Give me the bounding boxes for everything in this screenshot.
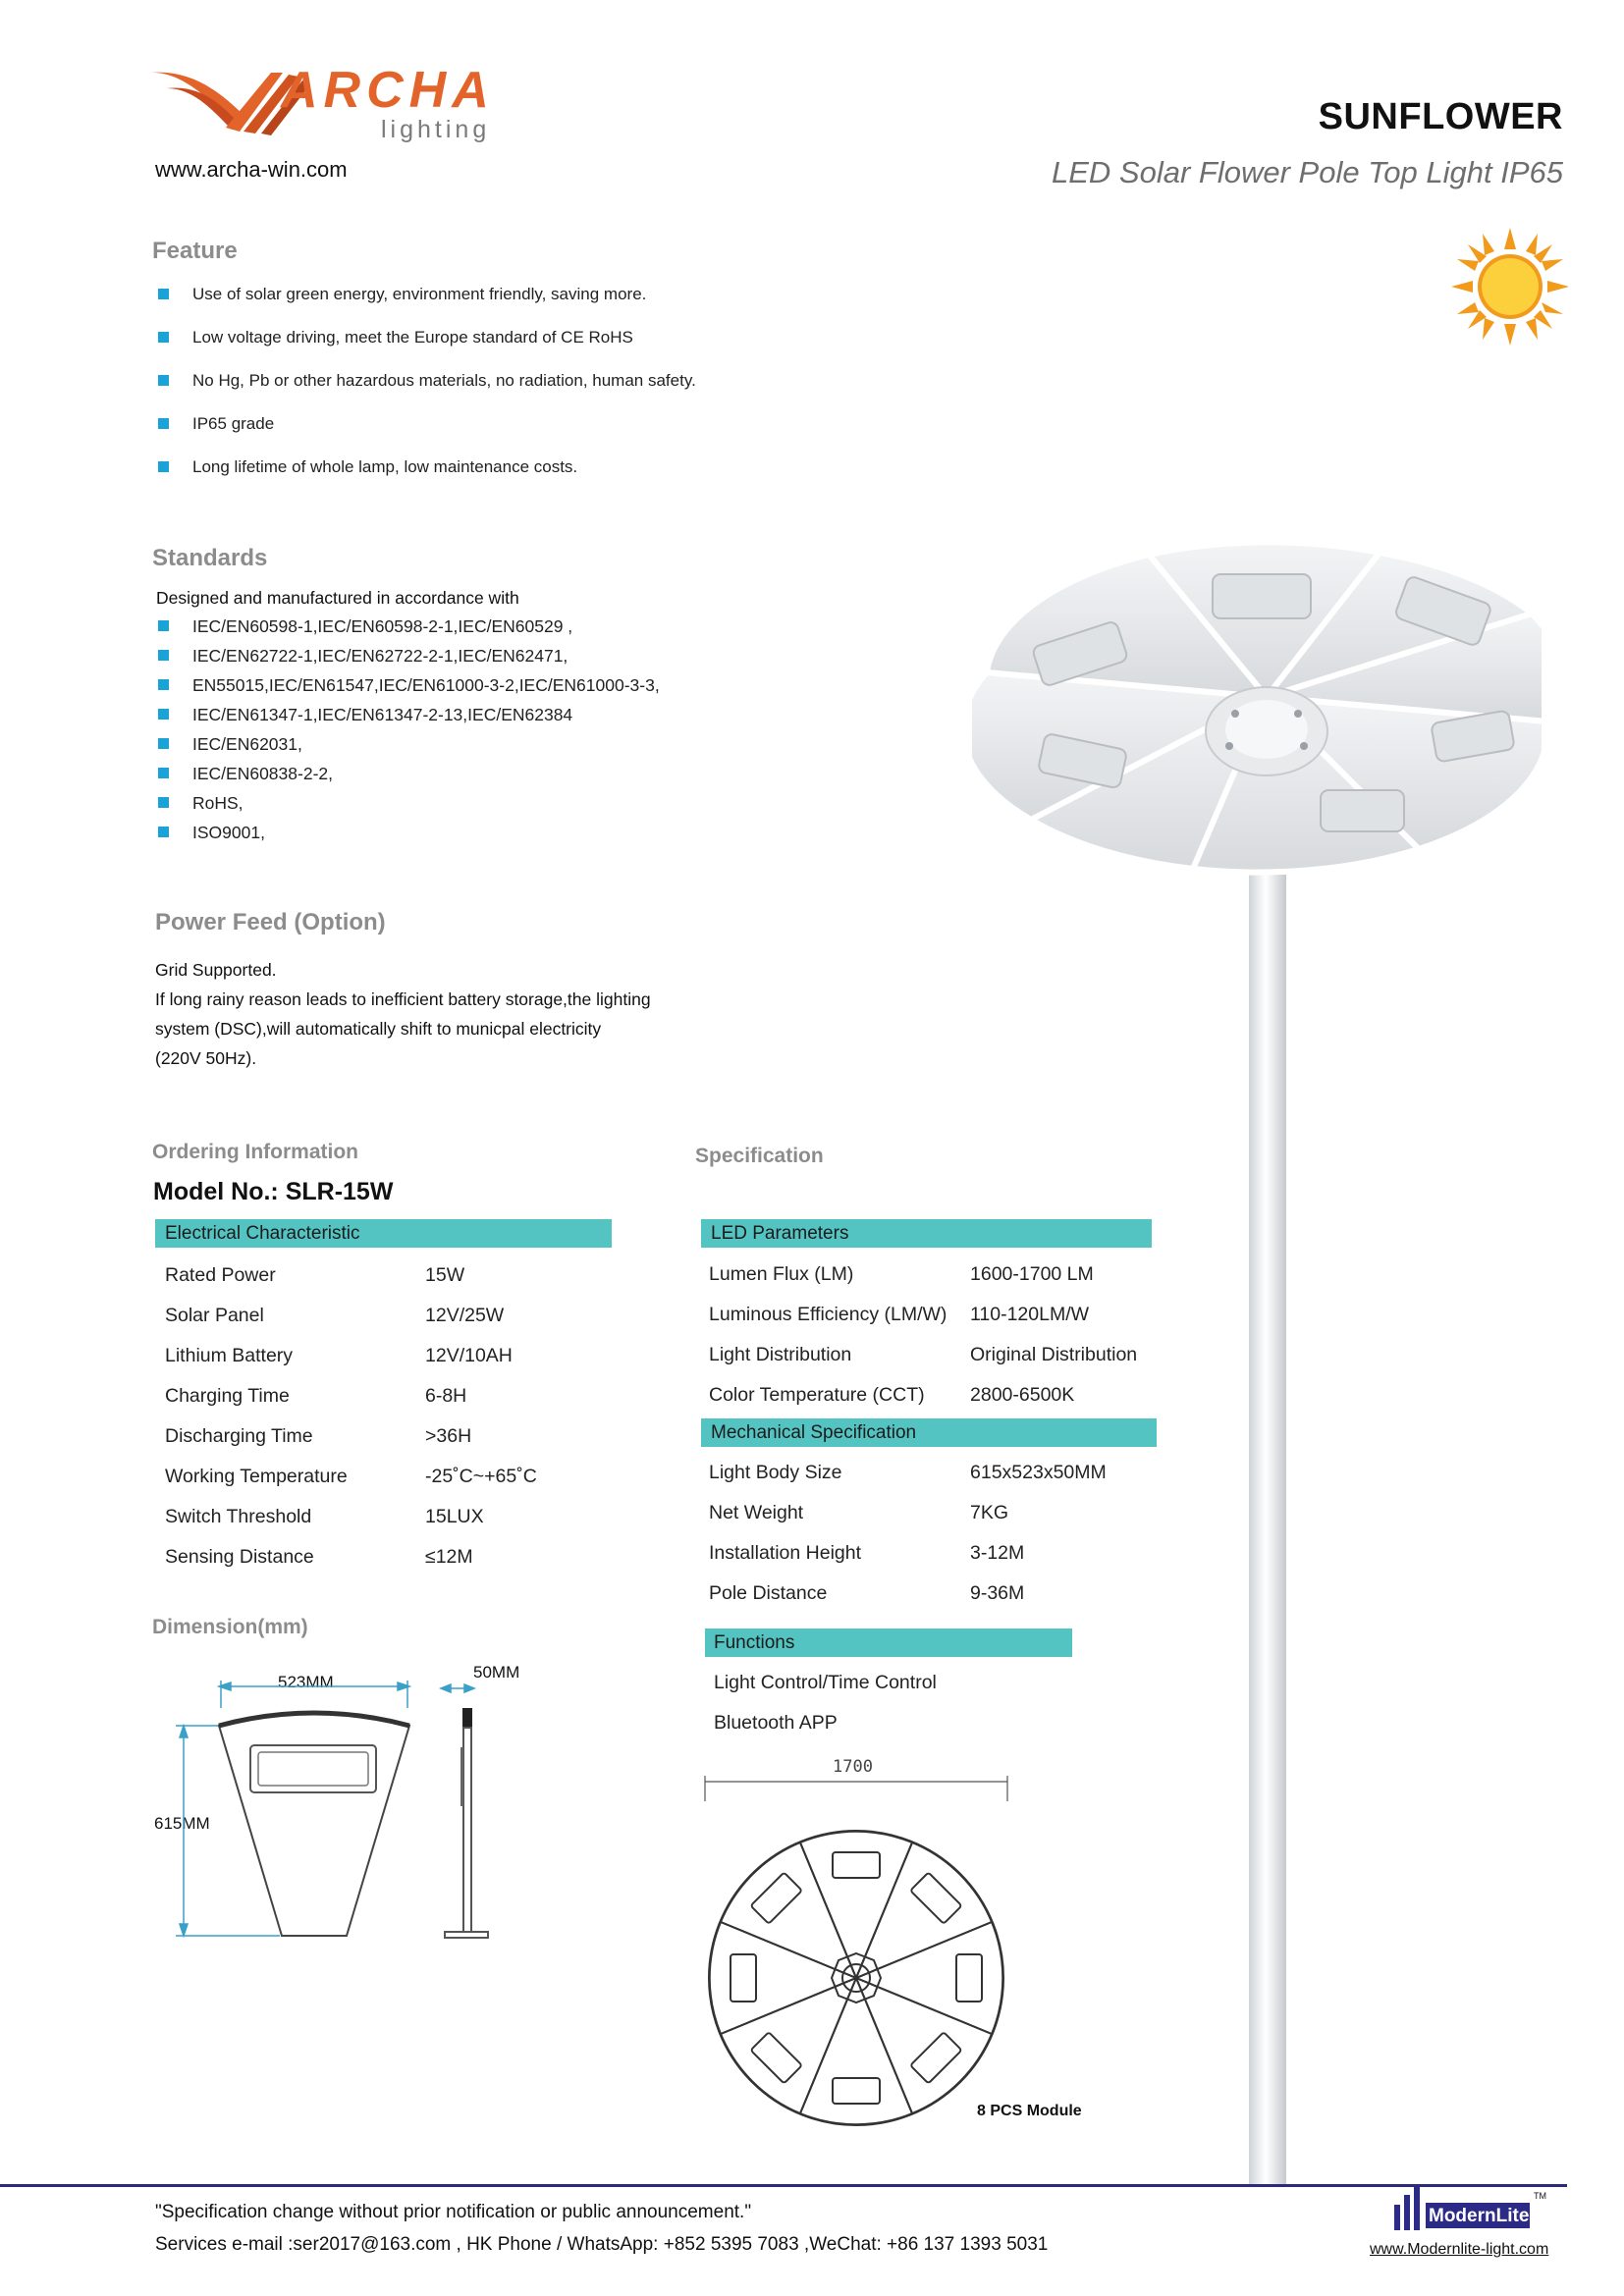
table-row: Light Distribution Original Distribution (709, 1344, 1138, 1365)
table-row: Charging Time 6-8H (165, 1385, 467, 1407)
feature-heading: Feature (152, 238, 238, 264)
table-row: Color Temperature (CCT) 2800-6500K (709, 1384, 1075, 1406)
side-dimension-drawing (437, 1679, 496, 1944)
diameter-label: 1700 (833, 1757, 873, 1777)
list-item: IEC/EN60598-1,IEC/EN60598-2-1,IEC/EN60529 , (157, 616, 864, 646)
sun-icon (1451, 228, 1569, 346)
footer-contact: Services e-mail :ser2017@163.com , HK Phone / WhatsApp: +852 5395 7083 ,WeChat: +86 137 1393 5031 (155, 2234, 1049, 2255)
table-row: Working Temperature -25˚C~+65˚C (165, 1466, 537, 1487)
list-item: Long lifetime of whole lamp, low maintenance costs. (157, 457, 864, 501)
width-label: 523MM (278, 1673, 334, 1691)
list-item: RoHS, (157, 793, 864, 823)
height-label: 615MM (154, 1814, 210, 1833)
led-parameters-bar: LED Parameters (701, 1219, 1152, 1248)
mechanical-bar: Mechanical Specification (701, 1418, 1157, 1447)
list-item: IEC/EN62722-1,IEC/EN62722-2-1,IEC/EN62471, (157, 646, 864, 675)
mechanical-table (709, 1453, 1107, 1614)
list-item: Use of solar green energy, environment friendly, saving more. (157, 285, 864, 328)
power-feed-heading: Power Feed (Option) (155, 909, 386, 935)
list-item: No Hg, Pb or other hazardous materials, no radiation, human safety. (157, 371, 864, 414)
list-item: EN55015,IEC/EN61547,IEC/EN61000-3-2,IEC/EN61000-3-3, (157, 675, 864, 705)
standards-list (157, 616, 864, 852)
partner-url[interactable]: www.Modernlite-light.com (1370, 2241, 1549, 2258)
brand-tagline: lighting (381, 116, 491, 143)
trademark-mark: TM (1534, 2191, 1546, 2201)
modernlite-name: ModernLite (1429, 2206, 1530, 2226)
footer-notice: "Specification change without prior notification or public announcement." (155, 2202, 752, 2222)
bullet-icon (158, 738, 169, 749)
electrical-bar: Electrical Characteristic (155, 1219, 612, 1248)
list-item: IEC/EN62031, (157, 734, 864, 764)
list-item: IEC/EN60838-2-2, (157, 764, 864, 793)
website-link[interactable]: www.archa-win.com (155, 157, 348, 182)
standards-heading: Standards (152, 545, 268, 571)
specification-heading: Specification (695, 1145, 824, 1167)
led-parameters-table (709, 1255, 1137, 1415)
bullet-icon (158, 289, 169, 299)
table-row: Pole Distance 9-36M (709, 1582, 1025, 1604)
module-label: 8 PCS Module (977, 2103, 1082, 2119)
bullet-icon (158, 797, 169, 808)
bullet-icon (158, 650, 169, 661)
table-row: Net Weight 7KG (709, 1502, 1009, 1523)
table-row: Switch Threshold 15LUX (165, 1506, 484, 1527)
bullet-icon (158, 461, 169, 472)
table-row: Light Body Size 615x523x50MM (709, 1462, 1107, 1483)
list-item: ISO9001, (157, 823, 864, 852)
bullet-icon (158, 418, 169, 429)
dimension-heading: Dimension(mm) (152, 1616, 308, 1638)
list-item: IEC/EN61347-1,IEC/EN61347-2-13,IEC/EN62384 (157, 705, 864, 734)
ordering-heading: Ordering Information (152, 1141, 358, 1163)
list-item: Light Control/Time Control (714, 1672, 937, 1693)
bullet-icon (158, 375, 169, 386)
list-item: Low voltage driving, meet the Europe standard of CE RoHS (157, 328, 864, 371)
table-row: Luminous Efficiency (LM/W) 110-120LM/W (709, 1304, 1090, 1325)
electrical-table (165, 1255, 537, 1577)
bullet-icon (158, 679, 169, 690)
bullet-icon (158, 332, 169, 343)
list-item: IP65 grade (157, 414, 864, 457)
bullet-icon (158, 768, 169, 778)
functions-bar: Functions (705, 1629, 1072, 1657)
top-view-drawing (699, 1772, 1013, 2135)
model-number: Model No.: SLR-15W (153, 1178, 394, 1205)
depth-label: 50MM (473, 1663, 520, 1682)
table-row: Sensing Distance ≤12M (165, 1546, 473, 1568)
functions-list (714, 1663, 937, 1743)
table-row: Lithium Battery 12V/10AH (165, 1345, 513, 1366)
brand-name: ARCHA (281, 62, 495, 119)
table-row: Installation Height 3-12M (709, 1542, 1025, 1564)
feature-list (157, 285, 864, 501)
table-row: Discharging Time >36H (165, 1425, 472, 1447)
bullet-icon (158, 709, 169, 720)
table-row: Lumen Flux (LM) 1600-1700 LM (709, 1263, 1094, 1285)
product-title: SUNFLOWER (1318, 96, 1563, 137)
table-row: Solar Panel 12V/25W (165, 1305, 505, 1326)
bullet-icon (158, 827, 169, 837)
front-dimension-drawing (172, 1679, 427, 1944)
table-row: Rated Power 15W (165, 1264, 465, 1286)
standards-intro: Designed and manufactured in accordance with (156, 588, 519, 608)
list-item: Bluetooth APP (714, 1712, 838, 1734)
power-feed-text: Grid Supported. If long rainy reason leads to inefficient battery storage,the lighting system (DSC),will automatically shift to municpal electricity (220V 50Hz). (155, 960, 651, 1068)
bullet-icon (158, 620, 169, 631)
footer-divider (0, 2184, 1567, 2187)
product-subtitle: LED Solar Flower Pole Top Light IP65 (1052, 155, 1563, 189)
